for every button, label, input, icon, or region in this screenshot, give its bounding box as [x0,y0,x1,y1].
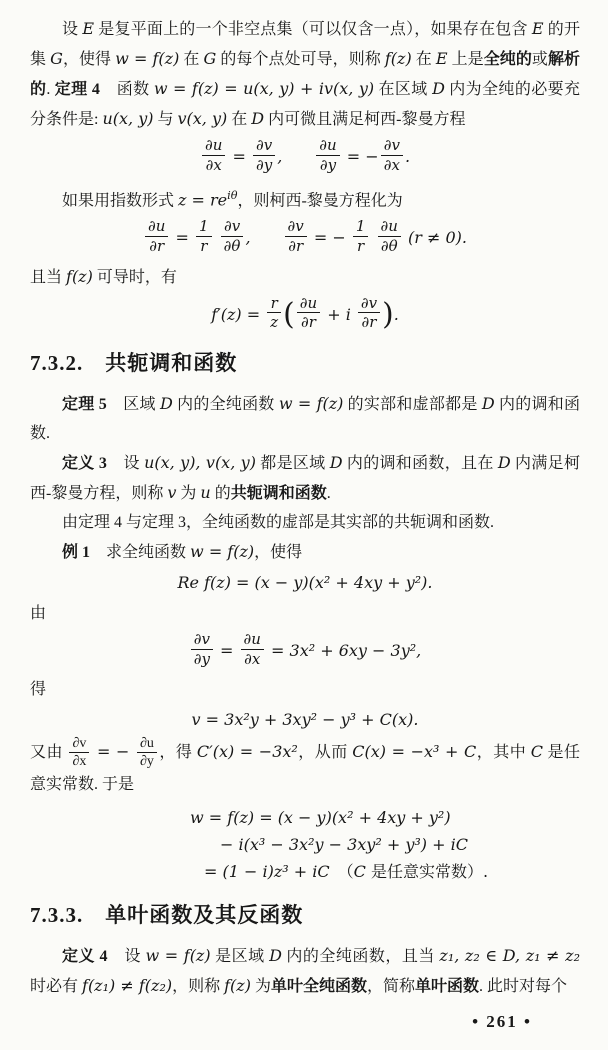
math-fraction: $\frac{\partial u}{\partial x}$ [202,137,225,174]
text-run: 定理 5 [62,396,107,414]
formula-line [190,804,580,831]
text-run: − i(x³ − 3x²y − 3xy² + y³) + iC [220,835,468,855]
text-run: 又由 [30,743,68,761]
text-run: 例 1 [62,544,91,562]
math-fraction: $\frac{\partial v}{\partial x}$ [381,137,403,174]
text-run: 内可微且满足柯西-黎曼方程 [264,111,466,128]
text-run: 单叶全纯函数 [270,978,367,996]
paragraph-derivative-intro [30,262,580,292]
math-fraction: $\frac{\partial u}{\partial r}$ [297,295,320,332]
text-run: D [432,79,445,98]
text-run: ，简称 [366,978,415,996]
text-run: f(z) [66,266,93,286]
text-run: 是任意实常数）. [365,862,489,882]
text-run: = − [341,146,379,166]
text-run: 与 [153,111,178,128]
text-run: D [497,453,511,473]
formula-cauchy-riemann-polar [30,216,580,257]
text-run: 在区域 [374,81,433,98]
text-run: D [251,109,265,128]
formula-re-f [30,572,580,594]
text-run: 为 [176,485,201,503]
text-run: = [227,146,251,166]
text-run: 内的全纯函数 [172,396,279,414]
text-run: 都是区域 [255,455,330,473]
paragraph-exponential-form [30,181,580,215]
math-fraction: $\frac{1}{r}$ [353,218,369,255]
text-run: ( [283,296,295,331]
paragraph-definition4 [30,941,584,1001]
text-run: , [245,227,283,247]
text-run: ，则柯西-黎曼方程化为 [237,191,403,209]
text-run: 共轭调和函数 [230,485,327,503]
text-run: w = f(z) [190,542,255,562]
text-run: 由定理 4 与定理 3，全纯函数的虚部是其实部的共轭调和函数. [62,514,495,532]
text-run: = − [308,227,351,247]
text-run: C [530,741,543,761]
text-run: 是区域 [210,948,270,966]
text-run: 内满足柯西-黎曼方程，则称 [30,455,580,503]
text-run: 为 [250,978,271,996]
text-run: + i [322,304,356,324]
math-fraction: $\frac{r}{z}$ [267,295,281,332]
text-run: 定理 4 [54,81,100,98]
text-run: 设 [62,21,83,38]
text-run: 7.3.3. 单叶函数及其反函数 [30,903,304,928]
text-run: ，使得 [254,544,303,562]
text-run: 上是 [447,51,484,68]
text-run: Re f(z) = (x − y)(x² + 4xy + y²). [177,573,433,593]
text-run: 如果用指数形式 [62,191,179,209]
math-fraction: $\frac{\partial u}{\partial y}$ [316,137,339,174]
text-run: 的 [210,485,231,503]
math-fraction: $\frac{\partial v}{\partial r}$ [285,218,307,255]
text-run: G [50,49,63,68]
text-run: C′(x) = −3x² [196,741,298,761]
math-fraction: $\frac{\partial u}{\partial r}$ [145,218,168,255]
text-run: v [167,483,177,503]
text-run: ，其中 [476,743,531,761]
text-run: = [170,227,195,247]
text-run: 内的全纯函数，且当 [281,948,440,966]
text-run: E [82,19,95,38]
text-run: , [277,146,315,166]
text-run: z = re [178,189,228,209]
text-run: . [326,485,331,503]
math-fraction: $\frac{\partial u}{\partial x}$ [241,631,264,668]
text-run: w = f(z) = u(x, y) + iv(x, y) [153,79,375,98]
math-fraction: $\frac{1}{r}$ [196,218,212,255]
formula-dv-dy [30,630,580,670]
text-run: 且当 [30,268,67,286]
text-run: G [203,49,217,68]
math-fraction: $\frac{\partial v}{\partial y}$ [253,137,275,174]
text-run: 可导时，有 [92,268,177,286]
text-run: D [481,394,495,414]
text-run: = − [91,741,135,761]
text-run: ，得 [158,743,197,761]
formula-derivative-polar [30,293,580,334]
text-run: f(z) [224,976,251,996]
text-run: 得 [30,680,47,698]
math-fraction: $\frac{\partial u}{\partial\theta}$ [378,218,401,255]
text-run: 在 [411,51,436,68]
text-run: 定义 3 [62,455,107,473]
text-run: 单叶函数 [415,978,480,996]
math-fraction: $\frac{\partial v}{\partial r}$ [358,295,380,332]
text-run: (r ≠ 0). [402,227,467,247]
section-heading-732 [30,350,580,376]
text-run: f(z₁) ≠ f(z₂) [82,976,173,996]
page-content [30,14,584,1001]
text-run: 解析的 [30,51,580,98]
text-run: w = f(z) [278,394,344,414]
text-run: 函数 [99,81,154,98]
text-run: . [404,146,411,166]
text-run: v(x, y) [177,109,228,128]
text-run: ，从而 [297,743,353,761]
paragraph-corollary [30,508,580,537]
text-run: 由 [30,605,47,623]
text-run: = [214,640,239,660]
text-run: w = f(z) [115,49,180,68]
text-run: 求全纯函数 [90,544,191,562]
text-run: 设 [106,455,145,473]
section-heading-733 [30,902,580,928]
text-run: 定义 4 [62,948,108,966]
paragraph-definition3 [30,448,580,508]
text-run: C(x) = −x³ + C [352,741,477,761]
formula-example-solution [30,804,580,885]
text-run: D [269,946,282,966]
math-fraction: $\frac{\partial v}{\partial x}$ [69,736,89,770]
text-run: 区域 [106,396,160,414]
text-run: 内的调和函数，且在 [342,455,498,473]
text-run: u [200,483,211,503]
text-run: 内为全纯的必要充分条件是: [30,81,580,128]
text-run: 在 [179,51,204,68]
page-number: • 261 • [472,1012,532,1032]
text-run: . 此时对每个 [479,978,568,996]
text-run [370,228,375,247]
formula-line [190,858,580,885]
text-run: z₁, z₂ ∈ D, z₁ ≠ z₂ [439,946,580,966]
formula-v [30,709,580,731]
math-fraction: $\frac{\partial v}{\partial y}$ [191,631,213,668]
text-run: . [393,304,399,324]
text-run: . [46,81,55,98]
text-run: f(z) [384,49,412,68]
text-run: ，则称 [172,978,225,996]
text-run: = 3x² + 6xy − 3y², [265,640,422,660]
text-run: u(x, y) [102,109,154,128]
text-run: v = 3x²y + 3xy² − y³ + C(x). [191,709,419,729]
text-run: 是复平面上的一个非空点集（可以仅含一点），如果存在包含 [94,21,532,38]
text-run: E [435,49,448,68]
paragraph-theorem5 [30,389,580,448]
formula-line [190,831,580,858]
text-run: 或 [531,51,548,68]
text-run: w = f(z) [145,946,211,966]
text-run: 7.3.2. 共轭调和函数 [30,351,238,376]
text-run: 的实部和虚部都是 [343,396,482,414]
text-run: ，使得 [62,51,116,68]
text-run: 的每个点处可导，则称 [216,51,385,68]
formula-cauchy-riemann-cartesian [30,136,580,176]
text-run: 是任意实常数. 于是 [30,743,580,794]
math-fraction: $\frac{\partial v}{\partial\theta}$ [221,218,244,255]
text-run: u(x, y), v(x, y) [144,453,256,473]
text-run: E [531,19,544,38]
text-run: 设 [107,948,146,966]
paragraph-you [30,599,580,628]
text-run: D [160,394,173,414]
paragraph-example1 [30,537,580,567]
text-run: iθ [227,188,238,202]
text-run: f′(z) = [211,304,266,324]
text-run: ) [382,296,394,331]
paragraph-solve-c [30,736,580,799]
text-run: 的开集 [30,21,580,68]
text-run: 全纯的 [483,51,532,68]
math-fraction: $\frac{\partial u}{\partial y}$ [137,736,157,770]
paragraph-analytic-definition-theorem4 [30,14,580,134]
text-run: （ [329,862,354,882]
paragraph-de [30,675,580,704]
text-run: D [329,453,343,473]
text-run: 在 [227,111,252,128]
text-run: 时必有 [30,948,584,996]
text-run: w = f(z) = (x − y)(x² + 4xy + y²) [190,808,451,828]
text-run: 内的调和函数. [30,396,580,443]
text-run [214,228,219,247]
text-run: = (1 − i)z³ + iC [204,862,330,882]
text-run: C [353,862,366,882]
